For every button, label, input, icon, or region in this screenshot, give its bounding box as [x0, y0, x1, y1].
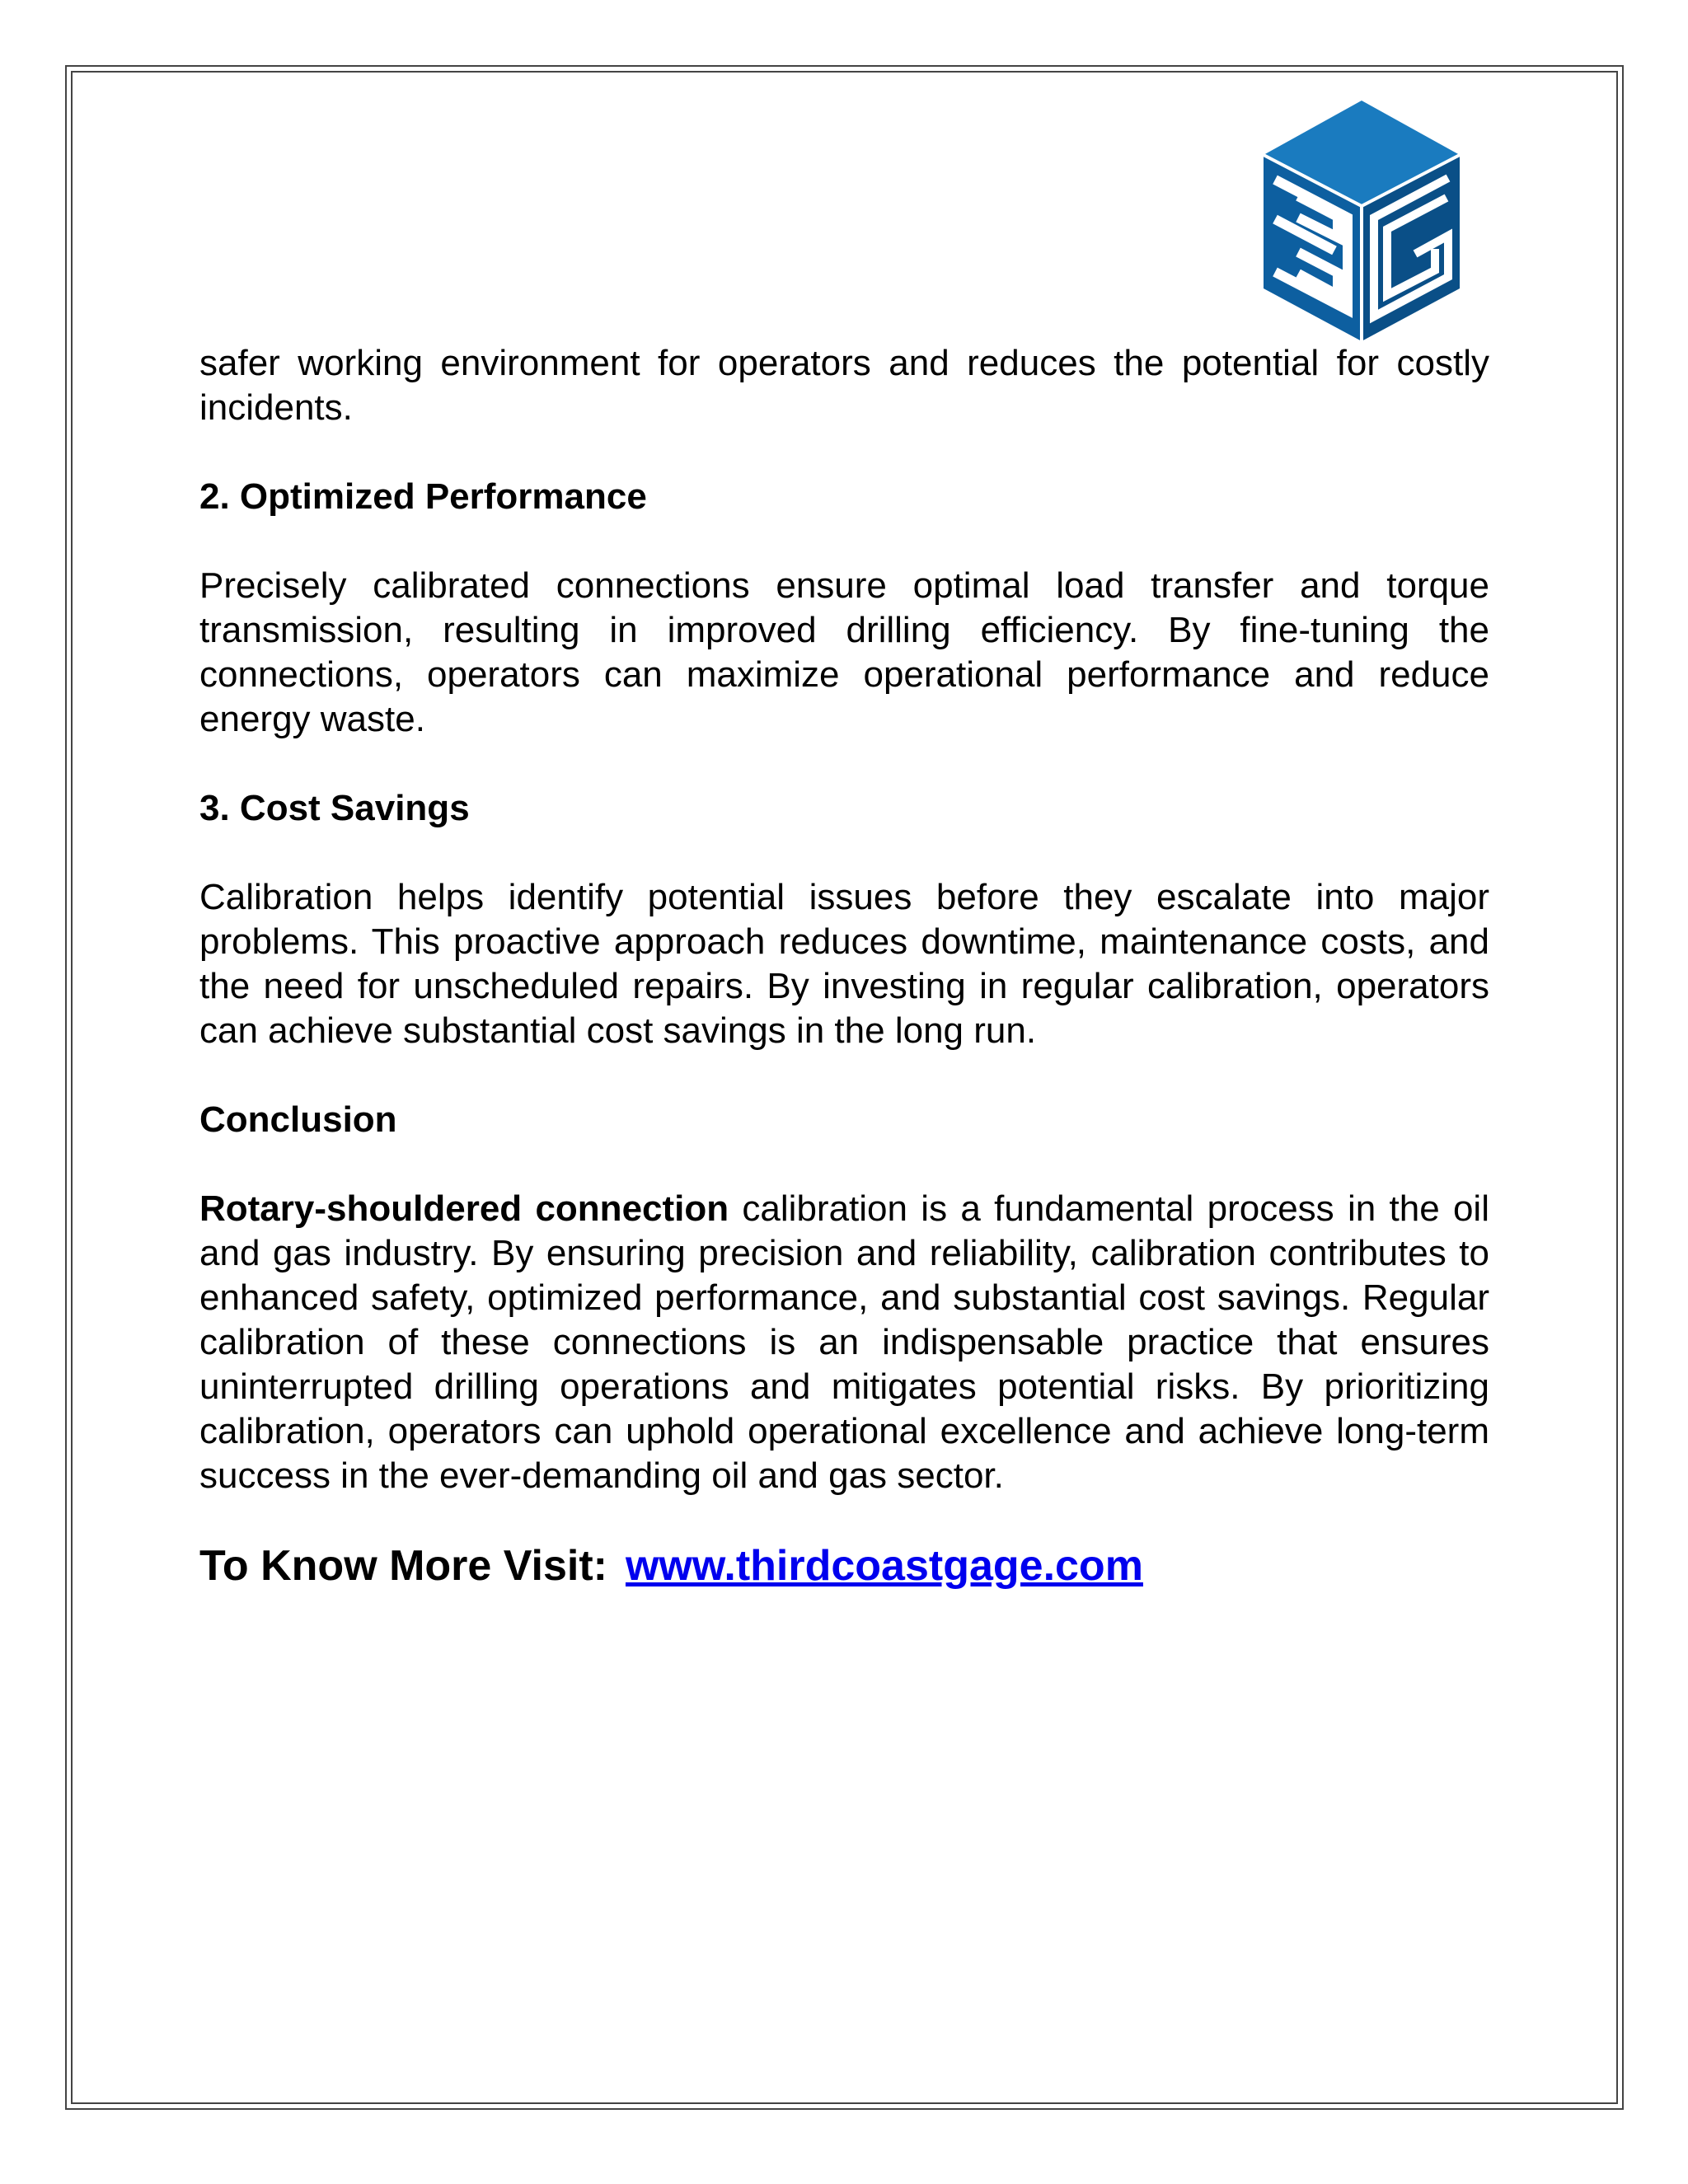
visit-line [199, 1540, 1489, 1592]
section-heading-cost-savings: 3. Cost Savings [199, 788, 470, 828]
optimized-performance-paragraph: Precisely calibrated connections ensure optimal load transfer and torque transmission, resulting in improved drilling efficiency. By fine-tuning the connections, operators can maximize operational performance and reduce energy waste. [199, 565, 1489, 739]
visit-label: To Know More Visit: [199, 1542, 607, 1590]
conclusion-text: calibration is a fundamental process in the oil and gas industry. By ensuring precision and reliability, calibration contributes to enhanced safety, optimized performance, and substantial cost savings. Regular calibration of these connections is an indispensable practice that ensures uninterrupted drilling operations and mitigates potential risks. By prioritizing calibration, operators can uphold operational excellence and achieve long-term success in the ever-demanding oil and gas sector. [199, 1188, 1489, 1496]
section-heading-optimized-performance: 2. Optimized Performance [199, 476, 647, 517]
website-link[interactable]: www.thirdcoastgage.com [625, 1542, 1143, 1590]
conclusion-paragraph [199, 1187, 1489, 1498]
company-logo-icon [1259, 97, 1465, 344]
intro-paragraph: safer working environment for operators and reduces the potential for costly incidents. [199, 343, 1489, 428]
document-body [199, 341, 1489, 1592]
cost-savings-paragraph: Calibration helps identify potential issues before they escalate into major problems. This proactive approach reduces downtime, maintenance costs, and the need for unscheduled repairs. By investing in regular calibration, operators can achieve substantial cost savings in the long run. [199, 877, 1489, 1051]
section-heading-conclusion: Conclusion [199, 1099, 397, 1140]
conclusion-bold-term: Rotary-shouldered connection [199, 1188, 729, 1229]
